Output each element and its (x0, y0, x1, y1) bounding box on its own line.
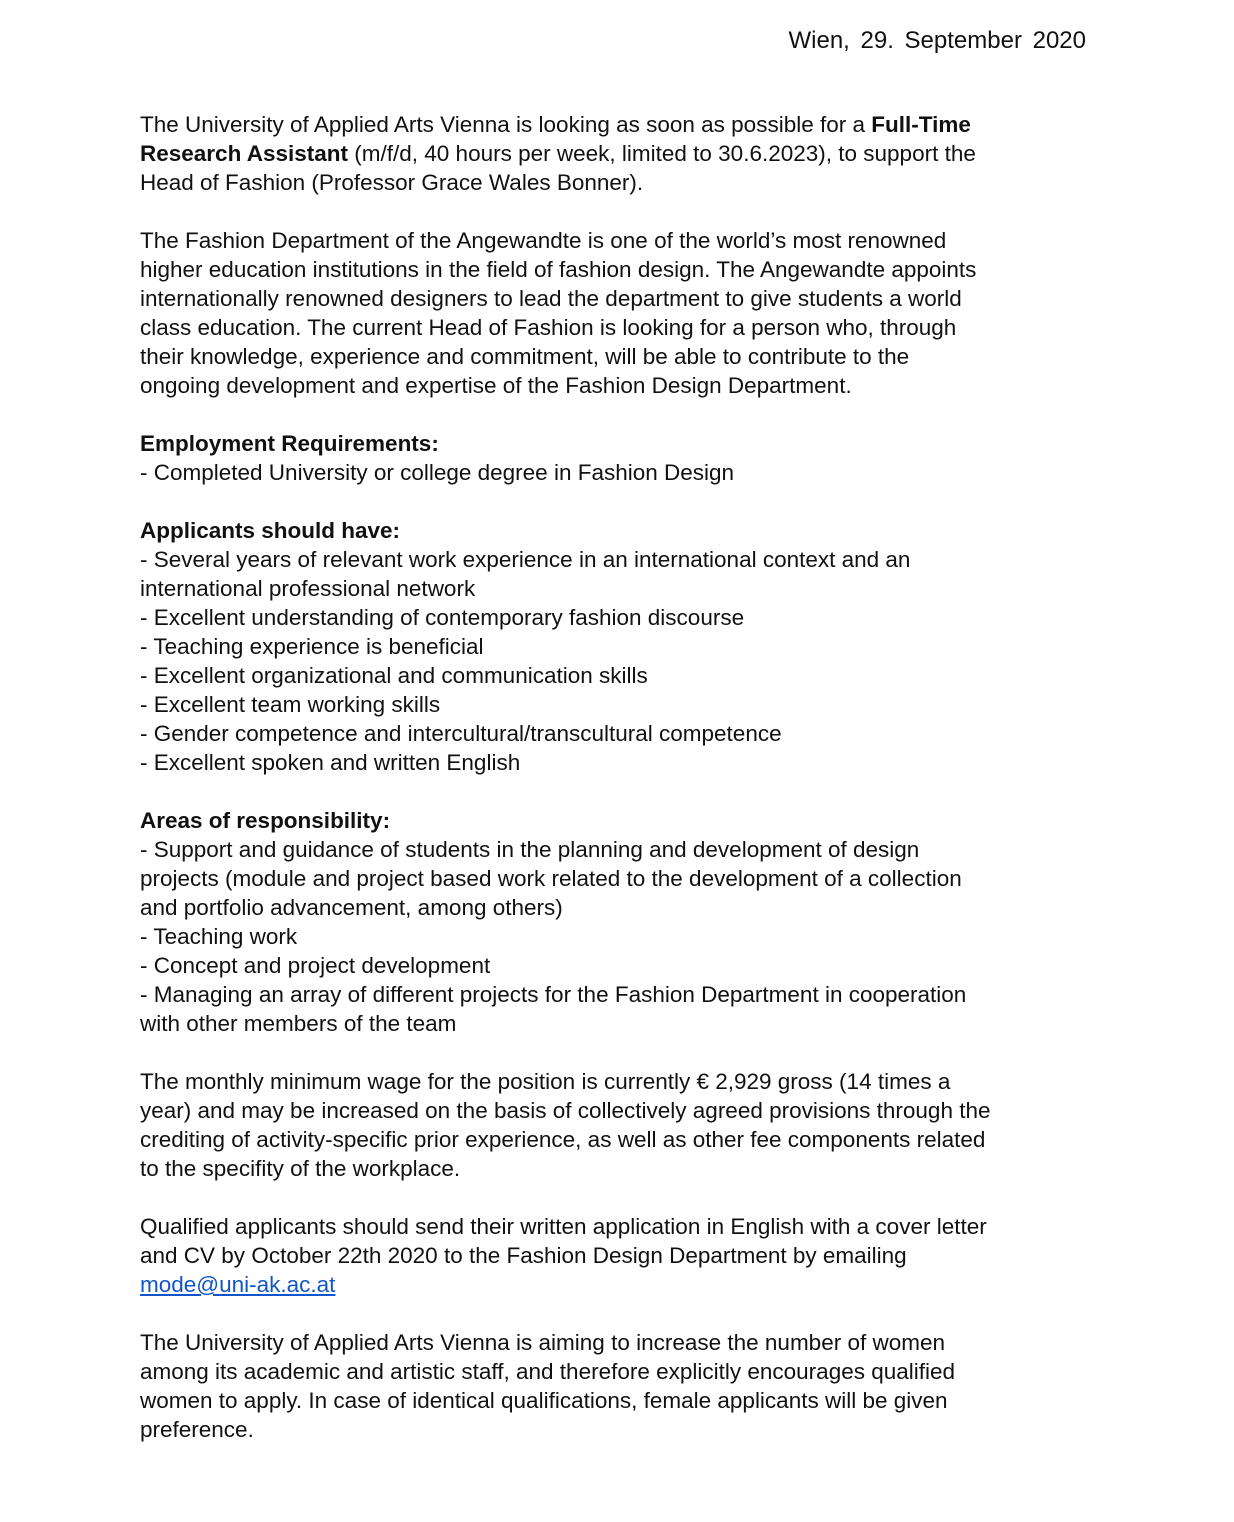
equality-paragraph (140, 1328, 1100, 1444)
list-item: with other members of the team (140, 1011, 457, 1036)
list-item: - Excellent understanding of contemporary fashion discourse (140, 605, 745, 630)
applicants-section (140, 516, 1100, 777)
paragraph-line: and CV by October 22th 2020 to the Fashion Design Department by emailing (140, 1243, 907, 1268)
letter-date: Wien, 29. September 2020 (788, 27, 1086, 54)
paragraph-line: preference. (140, 1417, 254, 1442)
list-item: - Managing an array of different projects for the Fashion Department in cooperation (140, 982, 967, 1007)
paragraph-line: class education. The current Head of Fashion is looking for a person who, through (140, 315, 957, 340)
paragraph-line: Qualified applicants should send their written application in English with a cover letter (140, 1214, 987, 1239)
position-title-part-2: Research Assistant (140, 141, 349, 166)
paragraph-line: ongoing development and expertise of the Fashion Design Department. (140, 373, 852, 398)
applicants-heading: Applicants should have: (140, 518, 401, 543)
paragraph-line: The monthly minimum wage for the position is currently € 2,929 gross (14 times a (140, 1069, 951, 1094)
intro-paragraph (140, 110, 1100, 197)
paragraph-line: The University of Applied Arts Vienna is aiming to increase the number of women (140, 1330, 946, 1355)
list-item: - Completed University or college degree in Fashion Design (140, 460, 735, 485)
requirements-section (140, 429, 1100, 487)
position-details: (m/f/d, 40 hours per week, limited to 30.6.2023), to support the (348, 141, 976, 166)
list-item: - Support and guidance of students in the planning and development of design (140, 837, 920, 862)
paragraph-line: to the specifity of the workplace. (140, 1156, 461, 1181)
paragraph-line: women to apply. In case of identical qualifications, female applicants will be given (140, 1388, 948, 1413)
responsibility-section (140, 806, 1100, 1038)
responsibility-heading: Areas of responsibility: (140, 808, 391, 833)
paragraph-line: their knowledge, experience and commitment, will be able to contribute to the (140, 344, 910, 369)
paragraph-line: The Fashion Department of the Angewandte is one of the world’s most renowned (140, 228, 947, 253)
list-item: international professional network (140, 576, 476, 601)
list-item: - Concept and project development (140, 953, 491, 978)
requirements-heading: Employment Requirements: (140, 431, 439, 456)
list-item: - Several years of relevant work experience in an international context and an (140, 547, 911, 572)
department-paragraph (140, 226, 1100, 400)
intro-text: The University of Applied Arts Vienna is looking as soon as possible for a (140, 112, 872, 137)
intro-line-2 (140, 139, 1100, 168)
list-item: - Excellent team working skills (140, 692, 441, 717)
list-item: - Gender competence and intercultural/transcultural competence (140, 721, 782, 746)
paragraph-line: higher education institutions in the field of fashion design. The Angewandte appoints (140, 257, 977, 282)
list-item: - Excellent spoken and written English (140, 750, 521, 775)
list-item: - Excellent organizational and communication skills (140, 663, 648, 688)
email-link[interactable]: mode@uni-ak.ac.at (140, 1272, 336, 1297)
list-item: projects (module and project based work related to the development of a collection (140, 866, 962, 891)
application-paragraph (140, 1212, 1100, 1299)
paragraph-line: internationally renowned designers to lead the department to give students a world (140, 286, 962, 311)
intro-line-1 (140, 110, 1100, 139)
paragraph-line: year) and may be increased on the basis of collectively agreed provisions through the (140, 1098, 991, 1123)
wage-paragraph (140, 1067, 1100, 1183)
email-line (140, 1270, 1100, 1299)
paragraph-line: among its academic and artistic staff, and therefore explicitly encourages qualified (140, 1359, 956, 1384)
list-item: - Teaching experience is beneficial (140, 634, 484, 659)
job-posting-body (140, 110, 1100, 1473)
list-item: - Teaching work (140, 924, 298, 949)
intro-line-3: Head of Fashion (Professor Grace Wales Bonner). (140, 170, 644, 195)
paragraph-line: crediting of activity-specific prior experience, as well as other fee components related (140, 1127, 986, 1152)
list-item: and portfolio advancement, among others) (140, 895, 563, 920)
position-title-part-1: Full-Time (871, 112, 971, 137)
